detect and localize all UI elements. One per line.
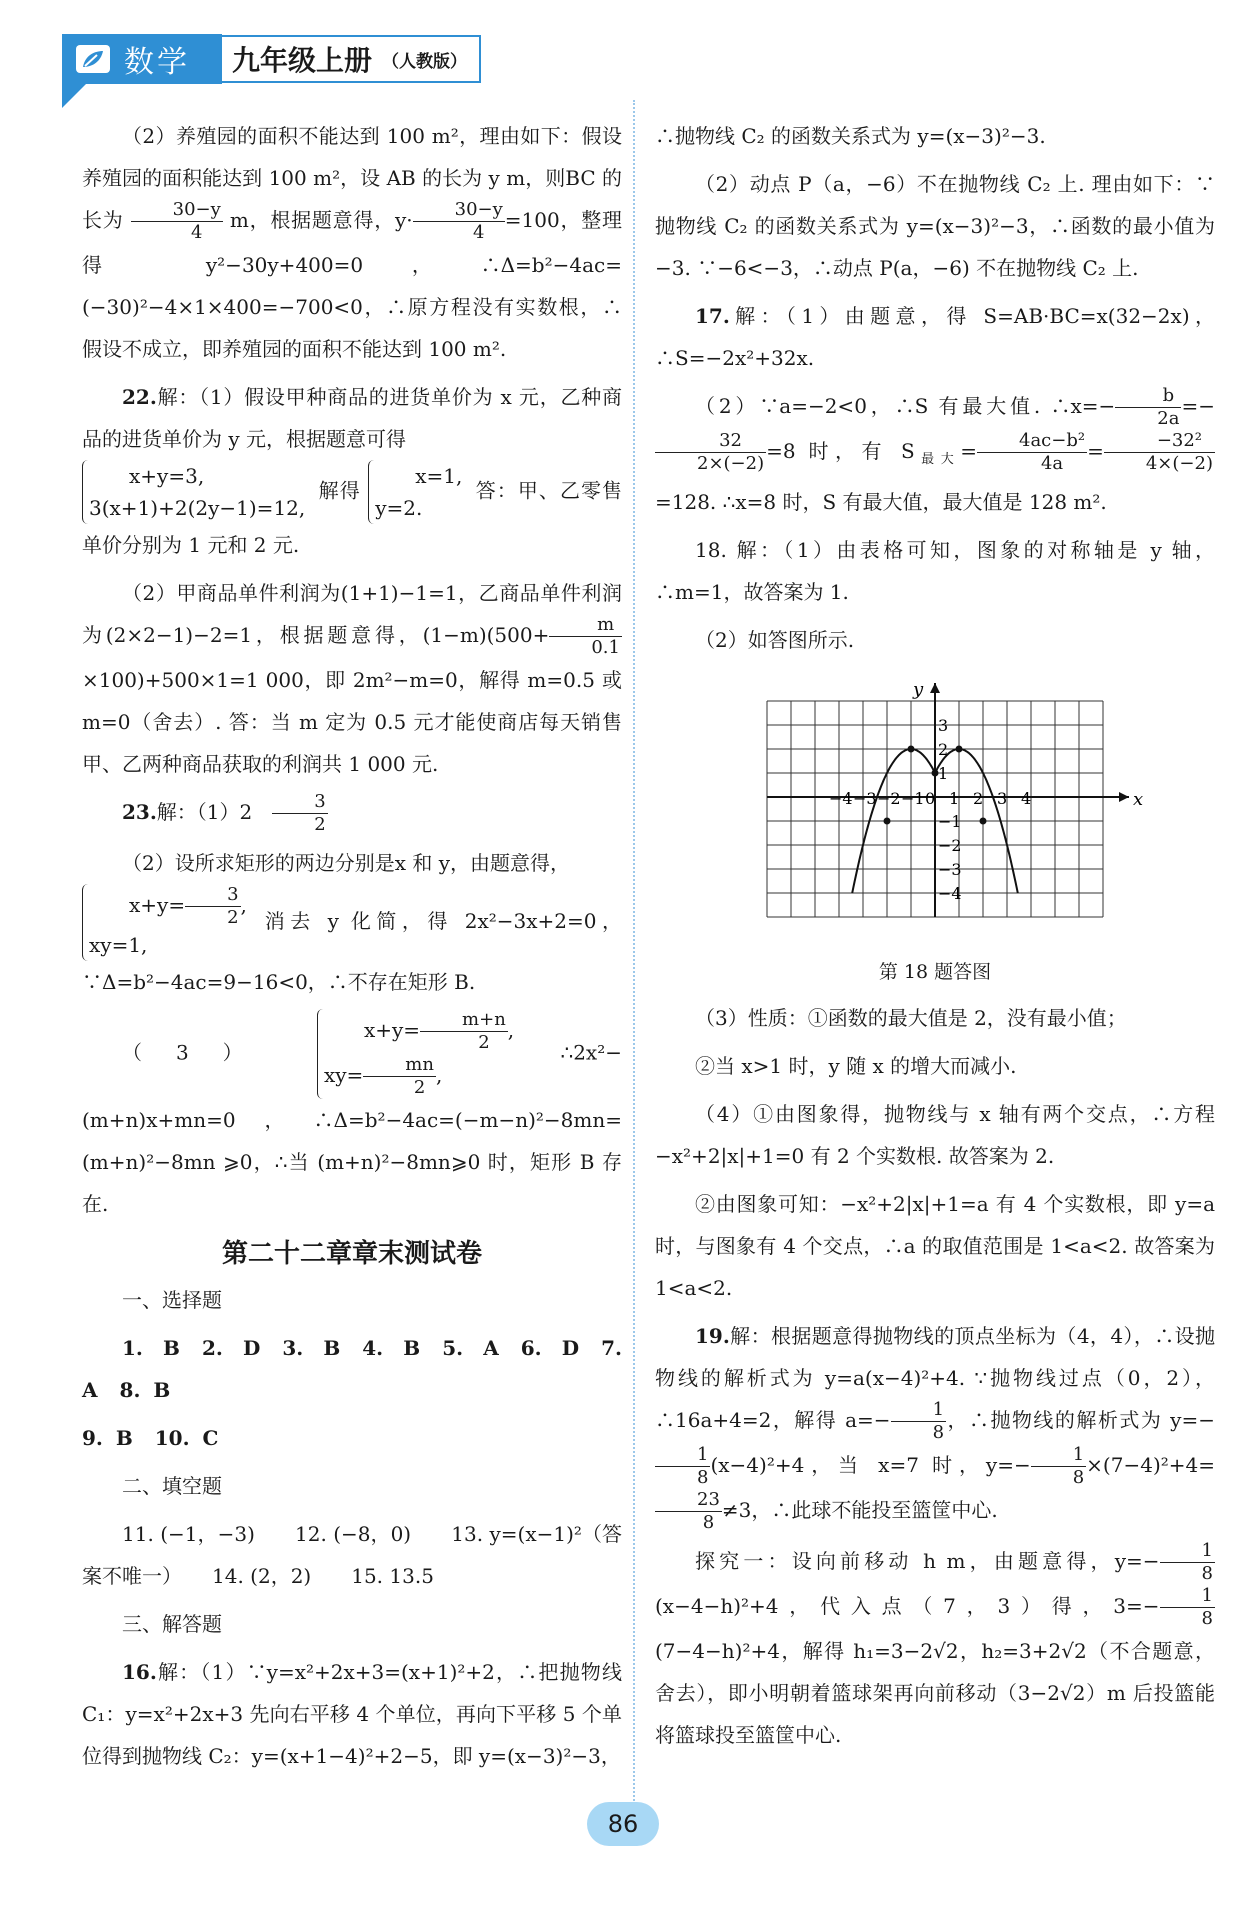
choice-answers-row2: 9. B 10. C (82, 1426, 219, 1450)
fraction: $\frac{30-y}{4}$ (413, 199, 505, 244)
fraction: $\frac{1}{8}$ (1160, 1540, 1215, 1585)
y-tick-label: −3 (938, 860, 962, 879)
q18-part4b: ②由图象可知：−x²+2|x|+1=a 有 4 个实数根，即 y=a 时，与图象有 4 个交点，∴a 的取值范围是 1<a<2. 故答案为 1<a<2. (655, 1192, 1215, 1300)
left-column (82, 115, 622, 1783)
q16-part1: 16.解：（1）∵y=x²+2x+3=(x+1)²+2，∴把抛物线 C₁：y=x²+2x+3 先向右平移 4 个单位，再向下平移 5 个单位得到抛物线 C₂：y=(x+1−4)²+2−5，即 y=(x−3)²−3， (82, 1660, 622, 1768)
x-axis-label: x (1133, 789, 1144, 810)
fraction: $\frac{m}{0.1}$ (549, 614, 622, 659)
q16-part2: （2）动点 P（a，−6）不在抛物线 C₂ 上. 理由如下：∵抛物线 C₂ 的函数关系式为 y=(x−3)²−3，∴函数的最小值为−3. ∵−6<−3，∴动点 P(a，−6) 不在抛物线 C₂ 上. (655, 172, 1215, 280)
fraction: $\frac{\text{−32²}}{4\times(-2)}$ (1104, 430, 1215, 475)
subject-label: 数学 (124, 45, 190, 80)
y-axis-arrow (930, 683, 940, 693)
fraction: $\frac{32}{2\times(-2)}$ (655, 430, 766, 475)
curve-point (980, 818, 987, 825)
equation-system: x+y=3, 3(x+1)+2(2y−1)=12, (82, 460, 305, 524)
x-tick-label: −3 (853, 789, 877, 808)
x-tick-label: −2 (877, 789, 901, 808)
x-tick-label: 0 (925, 789, 936, 808)
x-tick-label: 1 (949, 789, 960, 808)
part-solve-heading: 三、解答题 (122, 1612, 222, 1636)
fraction: $\frac{3}{2}$ (272, 791, 327, 836)
fraction: $\frac{23}{8}$ (655, 1489, 722, 1534)
fraction: $\frac{1}{8}$ (1031, 1444, 1086, 1489)
q17-part2: （2）∵a=−2<0，∴S 有最大值. ∴x=− $\frac{b}{2a}$ =− $\frac{32}{2\times(-2)}$ =8 时，有 $S_{最大}=$ $\frac{\text{4ac−b²}}{4a}$ = $\frac{\text{−32²}}{4\times(-2)}$ =128. ∴x=8 时，S 有最大值，最大值是 128 m². (655, 385, 1215, 514)
y-tick-label: 3 (938, 716, 949, 735)
y-tick-label: 2 (938, 740, 949, 759)
grade-label: 九年级上册 (232, 44, 373, 77)
y-tick-label: 1 (938, 764, 949, 783)
solution-system: x=1, y=2. (368, 460, 462, 524)
q18-part4a: （4）①由图象得，抛物线与 x 轴有两个交点，∴方程−x²+2|x|+1=0 有 2 个实数根. 故答案为 2. (655, 1102, 1215, 1168)
fraction: $\frac{1}{8}$ (655, 1444, 710, 1489)
x-axis-arrow (1119, 792, 1129, 802)
q22-part2: （2）甲商品单件利润为(1+1)−1=1，乙商品单件利润为(2×2−1)−2=1，根据题意得，(1−m)(500+ $\frac{m}{0.1}$ ×100)+500×1=1 000，即 2m²−m=0，解得 m=0.5 或 m=0（舍去）. 答：当 m 定为 0.5 元才能使商店每天销售甲、乙两种商品获取的利润共 1 000 元. (82, 581, 622, 776)
subject-banner (62, 34, 222, 84)
graph-svg (655, 667, 1215, 947)
q23-part3: （3） x+y= $\frac{m+n}{2}$ , xy= $\frac{mn}{2}$ , ∴2x²−(m+n)x+mn=0，∴Δ=b²−4ac=(−m−n)²−8mn=(m+n)²−8mn ⩾0，∴当 (m+n)²−8mn⩾0 时，矩形 B 存在. (82, 1009, 622, 1216)
part-choice-heading: 一、选择题 (122, 1288, 222, 1312)
q18-part2: （2）如答图所示. (695, 628, 855, 652)
exploration-one: 探究一：设向前移动 h m，由题意得，y=− $\frac{1}{8}$ (x−4−h)²+4，代入点（7，3）得，3=− $\frac{1}{8}$ (7−4−h)²+4，解得 h₁=3−2√2，h₂=3+2√2（不合题意，舍去），即小明朝着篮球架再向前移动（3−2√2）m 后投篮能将篮球投至篮筐中心. (655, 1540, 1215, 1747)
x-tick-label: −4 (829, 789, 853, 808)
q23-part1: 23.解：（1）2 $\frac{3}{2}$ (122, 791, 326, 835)
fraction: $\frac{30-y}{4}$ (131, 199, 223, 244)
q18-part3b: ②当 x>1 时，y 随 x 的增大而减小. (695, 1054, 1017, 1078)
fraction: $\frac{1}{8}$ (891, 1399, 946, 1444)
fraction: $\frac{1}{8}$ (1160, 1585, 1215, 1630)
edition-label: （人教版） (382, 51, 468, 72)
choice-answers-row1: 1. B 2. D 3. B 4. B 5. A 6. D 7. A 8. B (82, 1336, 622, 1402)
q18-part3a: （3）性质：①函数的最大值是 2，没有最小值； (695, 1006, 1127, 1030)
graph-caption: 第 18 题答图 (878, 961, 992, 983)
q22-part1: 22.解：（1）假设甲种商品的进货单价为 x 元，乙种商品的进货单价为 y 元，根据题意可得 x+y=3, 3(x+1)+2(2y−1)=12, 解得 x=1, y=2. 答：甲、乙零售单价分别为 1 元和 2 元. (82, 385, 623, 557)
column-divider (633, 100, 635, 1820)
q16-part1-cont: ∴抛物线 C₂ 的函数关系式为 y=(x−3)²−3. (655, 124, 1046, 148)
parabola-graph (655, 667, 1215, 947)
equation-system: x+y= $\frac{3}{2}$ , xy=1, (82, 884, 247, 961)
page-header (62, 30, 481, 88)
q17-part1: 17.解：（1）由题意，得 S=AB·BC=x(32−2x)，∴S=−2x²+32x. (655, 304, 1215, 370)
y-tick-label: −4 (938, 884, 962, 903)
graph-ticks (829, 716, 1031, 903)
x-tick-label: 4 (1021, 789, 1032, 808)
leaf-icon (76, 45, 110, 73)
x-tick-label: 2 (973, 789, 984, 808)
x-tick-label: 3 (997, 789, 1008, 808)
fraction: $\frac{\text{4ac−b²}}{4a}$ (977, 430, 1087, 475)
q19: 19.解：根据题意得抛物线的顶点坐标为（4，4），∴设抛物线的解析式为 y=a(x−4)²+4. ∵抛物线过点（0，2），∴16a+4=2，解得 a=− $\frac{1}{8}$ ，∴抛物线的解析式为 y=− $\frac{1}{8}$ (x−4)²+4，当 x=7 时，y=− $\frac{1}{8}$ ×(7−4)²+4= $\frac{23}{8}$ ≠3，∴此球不能投至篮筐中心. (655, 1324, 1215, 1533)
section-title: 第二十二章章末测试卷 (221, 1239, 482, 1269)
fraction: $\frac{b}{2a}$ (1115, 385, 1181, 430)
part-fill-heading: 二、填空题 (122, 1474, 222, 1498)
header-tail (62, 80, 90, 108)
page-number: 86 (587, 1802, 659, 1846)
curve-point (884, 818, 891, 825)
fill-answers: 11. (−1，−3) 12. (−8，0) 13. y=(x−1)²（答案不唯一） 14. (2，2) 15. 13.5 (82, 1522, 622, 1588)
q23-part2: （2）设所求矩形的两边分别是x 和 y，由题意得， x+y= $\frac{3}{2}$ , xy=1, 消去 y 化简，得 2x²−3x+2=0，∵Δ=b²−4ac=9−16<0，∴不存在矩形 B. (82, 851, 622, 994)
x-tick-label: −1 (901, 789, 925, 808)
y-tick-label: −1 (938, 812, 962, 831)
y-tick-label: −2 (938, 836, 962, 855)
q21-part2: （2）养殖园的面积不能达到 100 m²，理由如下：假设养殖园的面积能达到 100 m²，设 AB 的长为 y m，则BC 的长为 $\frac{30-y}{4}$ m，根据题意得，y· $\frac{30-y}{4}$ =100，整理得 y²−30y+400=0，∴Δ=b²−4ac=(−30)²−4×1×400=−700<0，∴原方程没有实数根，∴假设不成立，即养殖园的面积不能达到 100 m². (82, 124, 622, 361)
grade-banner (222, 35, 481, 83)
y-axis-label: y (913, 679, 924, 700)
q18-part1: 18. 解：（1）由表格可知，图象的对称轴是 y 轴，∴m=1，故答案为 1. (655, 538, 1215, 604)
right-column (655, 115, 1215, 1762)
equation-system: x+y= $\frac{m+n}{2}$ , xy= $\frac{mn}{2}$ , (317, 1009, 514, 1099)
